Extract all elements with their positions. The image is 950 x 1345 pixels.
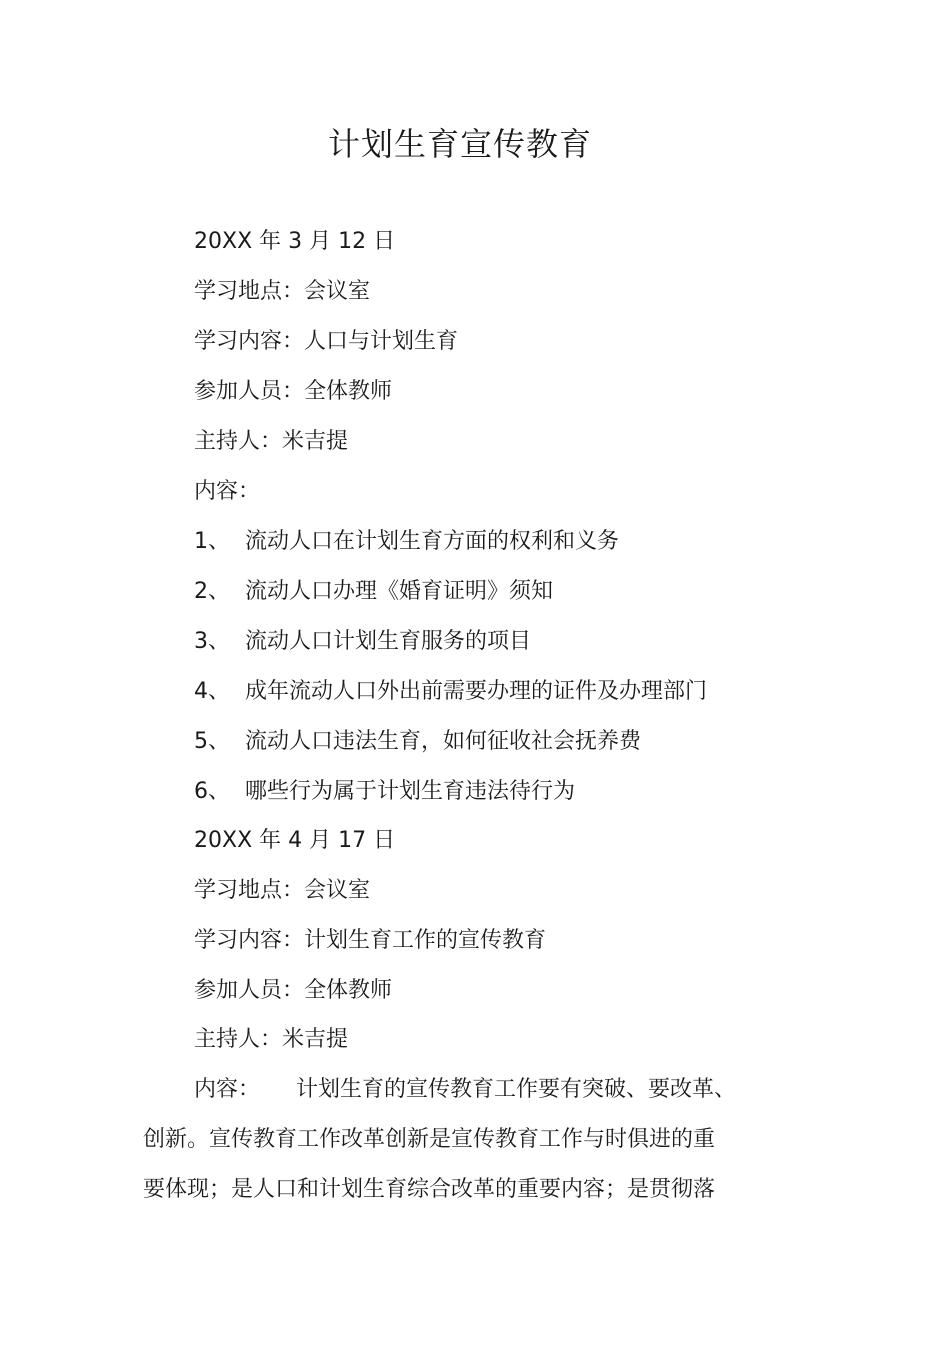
session2-location: 学习地点：会议室 [194,878,371,903]
paragraph-line: 创新。宣传教育工作改革创新是宣传教育工作与时俱进的重 [143,1127,716,1152]
paragraph-line: 要体现；是人口和计划生育综合改革的重要内容；是贯彻落 [143,1177,716,1202]
list-item [194,577,553,607]
list-item [194,727,641,757]
session2-content-label: 内容： [194,1077,261,1102]
list-item-number: 3、 [194,629,230,654]
session1-date: 20XX 年 3 月 12 日 [194,229,396,254]
list-item [194,627,531,657]
list-item-text: 成年流动人口外出前需要办理的证件及办理部门 [245,679,708,704]
paragraph-line: 计划生育的宣传教育工作要有突破、要改革、 [296,1077,737,1102]
list-item-number: 1、 [194,529,230,554]
list-item-number: 6、 [194,779,230,804]
list-item-text: 哪些行为属于计划生育违法待行为 [245,779,576,804]
list-item [194,777,575,807]
session1-participants: 参加人员：全体教师 [194,379,393,404]
session2-content-first-line [194,1075,736,1105]
list-item-number: 2、 [194,579,230,604]
list-item [194,677,707,707]
list-item-text: 流动人口在计划生育方面的权利和义务 [245,529,620,554]
list-item [194,527,619,557]
list-item-number: 4、 [194,679,230,704]
session1-content-label: 内容： [194,479,261,504]
session1-host: 主持人：米吉提 [194,429,349,454]
session1-topic: 学习内容：人口与计划生育 [194,329,459,354]
session1-location: 学习地点：会议室 [194,279,371,304]
list-item-number: 5、 [194,729,230,754]
session2-host: 主持人：米吉提 [194,1027,349,1052]
session2-participants: 参加人员：全体教师 [194,978,393,1003]
document-title: 计划生育宣传教育 [327,125,592,163]
session2-date: 20XX 年 4 月 17 日 [194,828,396,853]
list-item-text: 流动人口办理《婚育证明》须知 [245,579,554,604]
list-item-text: 流动人口计划生育服务的项目 [245,629,532,654]
list-item-text: 流动人口违法生育，如何征收社会抚养费 [245,729,642,754]
session2-topic: 学习内容：计划生育工作的宣传教育 [194,928,547,953]
